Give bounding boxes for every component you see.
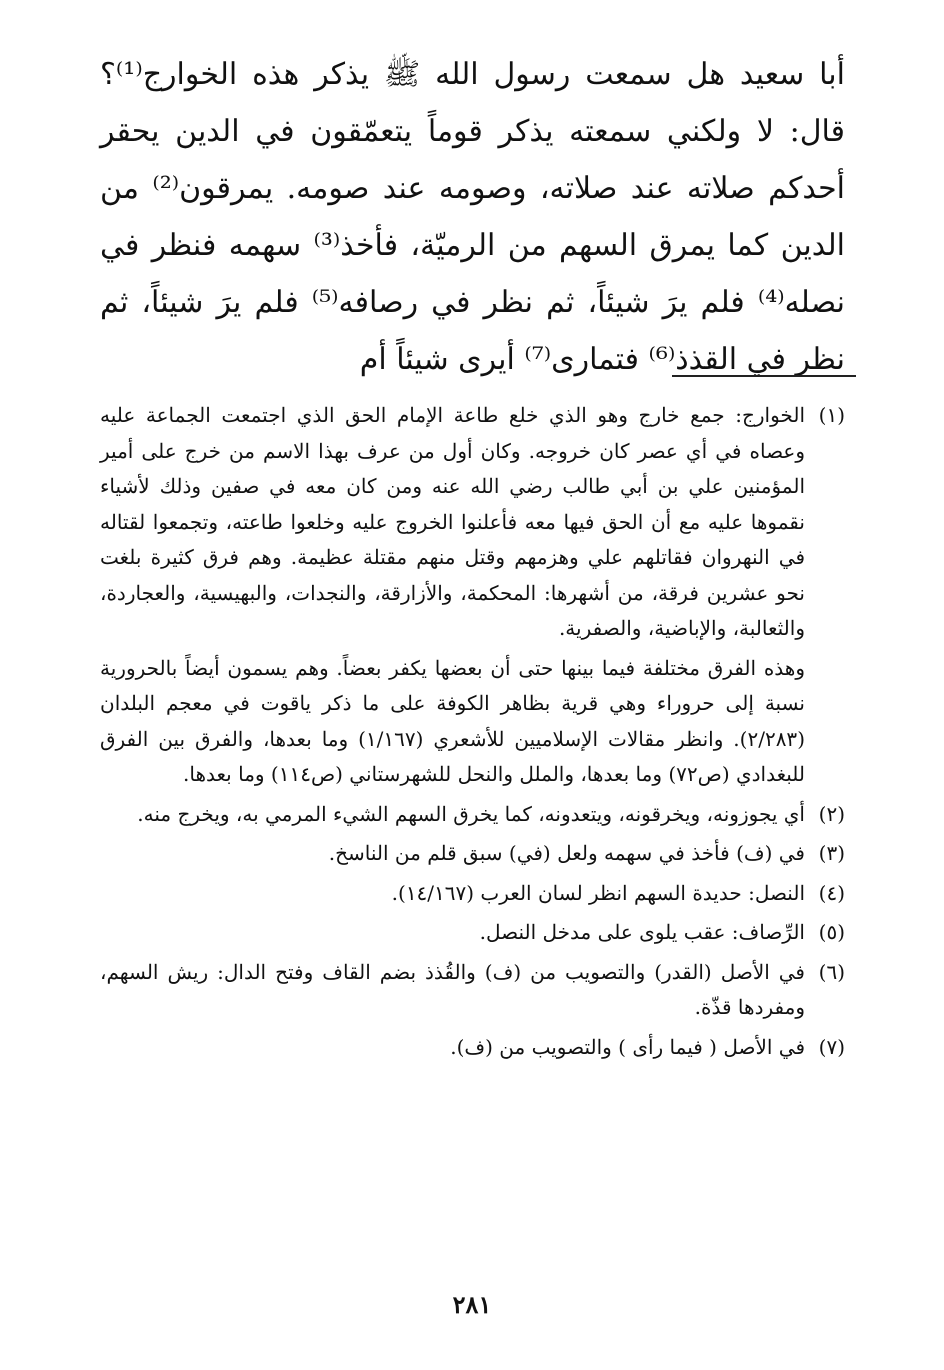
- footnote-paragraph: في الأصل ( فيما رأى ) والتصويب من (ف).: [450, 1034, 805, 1059]
- footnote-number: (٦): [818, 959, 845, 984]
- footnote-number: (٧): [818, 1034, 845, 1059]
- footnotes-section: [100, 398, 845, 1065]
- footnote-body: [100, 955, 805, 1026]
- footnote-number: (٢): [818, 801, 845, 826]
- footnote-4: [100, 876, 845, 912]
- footnote-number: (٤): [818, 880, 845, 905]
- footnote-5: [100, 915, 845, 951]
- footnote-separator: [672, 375, 856, 377]
- footnote-paragraph: الخوارج: جمع خارج وهو الذي خلع طاعة الإمام الحق الذي اجتمعت الجماعة عليه وعصاه في أي عصر كان خروجه. وكان أول من عرف بهذا الاسم من خرج على أمير المؤمنين علي بن أبي طالب رضي الله عنه ومن كان معه في صفين وذلك لأشياء نقموها عليه مع أن الحق فيها معه فأعلنوا الخروج عليه وخلعوا طاعته، وتجمعوا لقتاله في النهروان فقاتلهم علي وهزمهم وقتل منهم مقتلة عظيمة. وهم فرق كثيرة بلغت نحو عشرين فرقة، من أشهرها: المحكمة، والأزارقة، والنجدات، والبهيسية، والعجاردة، والثعالبة، والإباضية، والصفرية.: [100, 403, 805, 640]
- footnote-6: [100, 955, 845, 1026]
- footnote-7: [100, 1030, 845, 1066]
- footnote-paragraph: في (ف) فأخذ في سهمه ولعل (في) سبق قلم من الناسخ.: [328, 841, 805, 865]
- footnote-body: [100, 915, 805, 951]
- main-paragraph: أبا سعيد هل سمعت رسول الله ﷺ يذكر هذه الخوارج⁽¹⁾؟ قال: لا ولكني سمعته يذكر قوماً يتعمّقون في الدين يحقر أحدكم صلاته عند صلاته، وصومه عند صومه. يمرقون⁽²⁾ من الدين كما يمرق السهم من الرميّة، فأخذ⁽³⁾ سهمه فنظر في نصله⁽⁴⁾ فلم يرَ شيئاً، ثم نظر في رصافه⁽⁵⁾ فلم يرَ شيئاً، ثم نظر في القذذ⁽⁶⁾ فتمارى⁽⁷⁾ أيرى شيئاً أم: [100, 57, 845, 377]
- footnote-body: [100, 797, 805, 833]
- footnote-number: (١): [818, 403, 845, 427]
- footnote-2: [100, 797, 845, 833]
- main-text-block: [100, 46, 845, 388]
- footnote-paragraph: في الأصل (القدر) والتصويب من (ف) والقُذذ بضم القاف وفتح الدال: ريش السهم، ومفردها قذّة.: [100, 959, 805, 1019]
- page-number: ٢٨١: [452, 1290, 492, 1319]
- footnote-3: [100, 836, 845, 872]
- footnote-number: (٣): [818, 841, 845, 865]
- footnote-body: [100, 1030, 805, 1066]
- footnote-body: [100, 836, 805, 872]
- footnote-1: [100, 398, 845, 793]
- footnote-paragraph: أي يجوزونه، ويخرقونه، ويتعدونه، كما يخرق السهم الشيء المرمي به، ويخرج منه.: [137, 801, 805, 826]
- footnote-body: [100, 398, 805, 793]
- footnote-number: (٥): [818, 920, 845, 944]
- footnote-paragraph: وهذه الفرق مختلفة فيما بينها حتى أن بعضها يكفر بعضاً. وهم يسمون أيضاً بالحرورية نسبة إلى حروراء وهي قرية بظاهر الكوفة على ما ذكر ياقوت في معجم البلدان (٢/٢٨٣). وانظر مقالات الإسلاميين للأشعري (١/١٦٧) وما بعدها، والفرق بين الفرق للبغدادي (ص٧٢) وما بعدها، والملل والنحل للشهرستاني (ص١١٤) وما بعدها.: [100, 655, 805, 786]
- footnote-body: [100, 876, 805, 912]
- footnote-paragraph: النصل: حديدة السهم انظر لسان العرب (١٤/١٦٧).: [391, 880, 805, 905]
- footnote-paragraph: الرِّصاف: عقب يلوى على مدخل النصل.: [479, 920, 805, 944]
